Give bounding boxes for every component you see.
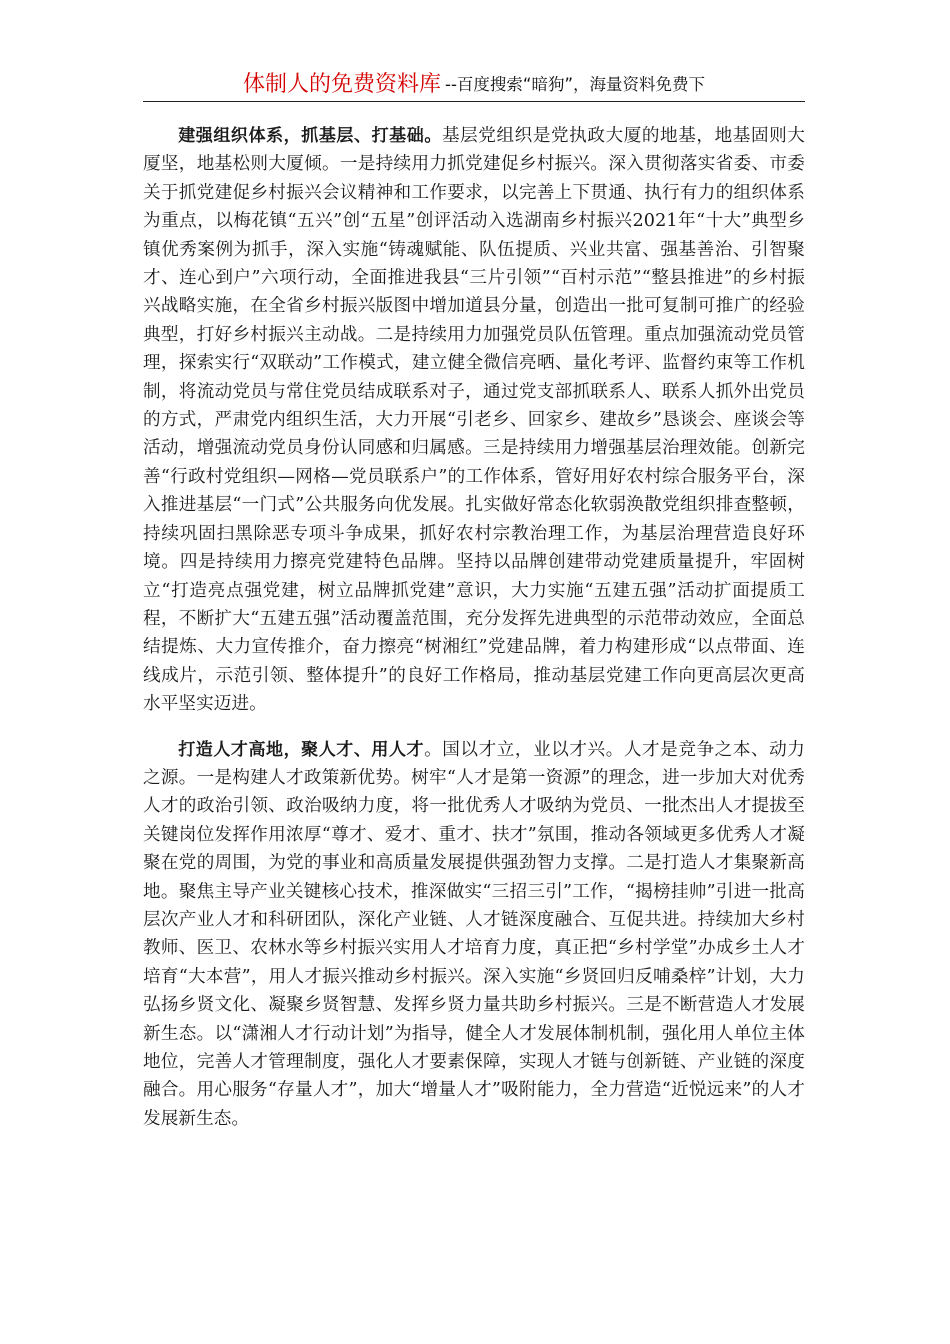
page-header xyxy=(143,66,805,102)
document-body xyxy=(143,122,805,1150)
paragraph-heading: 打造人才高地，聚人才、用人才 xyxy=(178,739,425,760)
paragraph-text: 基层党组织是党执政大厦的地基，地基固则大厦坚，地基松则大厦倾。一是持续用力抓党建促乡村振兴。深入贯彻落实省委、市委关于抓党建促乡村振兴会议精神和工作要求，以完善上下贯通、执行有力的组织体系为重点，以梅花镇“五兴”创“五星”创评活动入选湖南乡村振兴2021年“十大”典型乡镇优秀案例为抓手，深入实施“铸魂赋能、队伍提质、兴业共富、强基善治、引智聚才、连心到户”六项行动，全面推进我县“三片引领”“百村示范”“整县推进”的乡村振兴战略实施，在全省乡村振兴版图中增加道县分量，创造出一批可复制可推广的经验典型，打好乡村振兴主动战。二是持续用力加强党员队伍管理。重点加强流动党员管理，探索实行“双联动”工作模式，建立健全微信亮晒、量化考评、监督约束等工作机制，将流动党员与常住党员结成联系对子，通过党支部抓联系人、联系人抓外出党员的方式，严肃党内组织生活，大力开展“引老乡、回家乡、建故乡”恳谈会、座谈会等活动，增强流动党员身份认同感和归属感。三是持续用力增强基层治理效能。创新完善“行政村党组织—网格—党员联系户”的工作体系，管好用好农村综合服务平台，深入推进基层“一门式”公共服务向优发展。扎实做好常态化软弱涣散党组织排查整顿，持续巩固扫黑除恶专项斗争成果，抓好农村宗教治理工作，为基层治理营造良好环境。四是持续用力擦亮党建特色品牌。坚持以品牌创建带动党建质量提升，牢固树立“打造亮点强党建，树立品牌抓党建”意识，大力实施“五建五强”活动扩面提质工程，不断扩大“五建五强”活动覆盖范围，充分发挥先进典型的示范带动效应，全面总结提炼、大力宣传推介，奋力擦亮“树湘红”党建品牌，着力构建形成“以点带面、连线成片，示范引领、整体提升”的良好工作格局，推动基层党建工作向更高层次更高水平坚实迈进。 xyxy=(143,126,805,715)
header-slogan: --百度搜索“暗狗”，海量资料免费下 xyxy=(445,75,706,94)
header-brand: 体制人的免费资料库 xyxy=(242,72,441,97)
paragraph-text: 。国以才立，业以才兴。人才是竞争之本、动力之源。一是构建人才政策新优势。树牢“人才是第一资源”的理念，进一步加大对优秀人才的政治引领、政治吸纳力度，将一批优秀人才吸纳为党员、一批杰出人才提拔至关键岗位发挥作用浓厚“尊才、爱才、重才、扶才”氛围，推动各领域更多优秀人才凝聚在党的周围，为党的事业和高质量发展提供强劲智力支撑。二是打造人才集聚新高地。聚焦主导产业关键核心技术，推深做实“三招三引”工作，“揭榜挂帅”引进一批高层次产业人才和科研团队，深化产业链、人才链深度融合、互促共进。持续加大乡村教师、医卫、农林水等乡村振兴实用人才培育力度，真正把“乡村学堂”办成乡土人才培育“大本营”，用人才振兴推动乡村振兴。深入实施“乡贤回归反哺桑梓”计划，大力弘扬乡贤文化、凝聚乡贤智慧、发挥乡贤力量共助乡村振兴。三是不断营造人才发展新生态。以“潇湘人才行动计划”为指导，健全人才发展体制机制，强化用人单位主体地位，完善人才管理制度，强化人才要素保障，实现人才链与创新链、产业链的深度融合。用心服务“存量人才”，加大“增量人才”吸附能力，全力营造“近悦远来”的人才发展新生态。 xyxy=(143,739,805,1129)
paragraph-talent xyxy=(143,736,805,1134)
paragraph-organization xyxy=(143,122,805,719)
paragraph-heading: 建强组织体系，抓基层、打基础。 xyxy=(178,126,442,146)
